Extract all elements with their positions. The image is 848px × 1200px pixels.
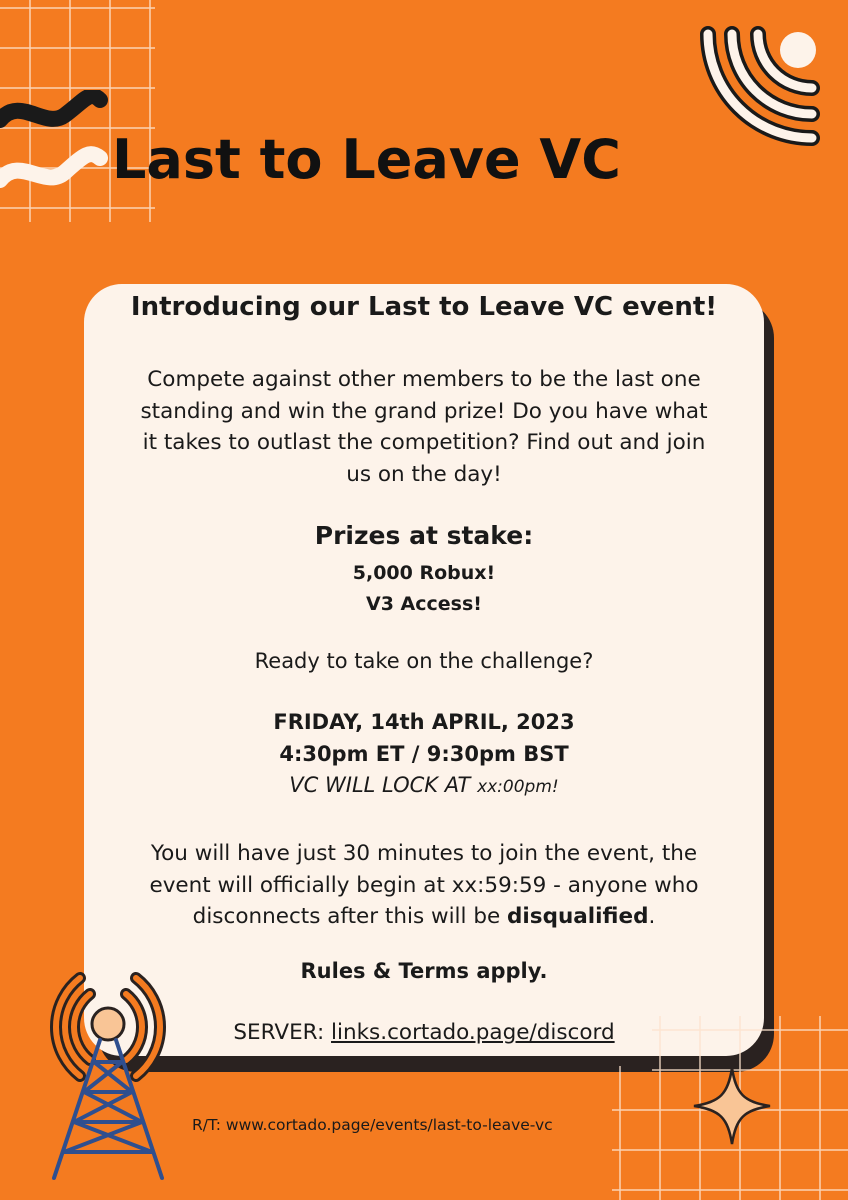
tilde-squiggle-icon bbox=[0, 90, 110, 200]
vc-lock-notice bbox=[84, 773, 764, 797]
description-line: standing and win the grand prize! Do you have what bbox=[140, 398, 708, 424]
event-headline: Last to Leave VC bbox=[112, 128, 621, 191]
ready-text: Ready to take on the challenge? bbox=[254, 649, 594, 673]
join-line-prefix: disconnects after this will be bbox=[192, 904, 508, 929]
server-label: SERVER: bbox=[233, 1020, 332, 1045]
lock-time: xx:00pm! bbox=[477, 777, 559, 797]
event-description bbox=[84, 364, 764, 490]
rules-notice: Rules & Terms apply. bbox=[300, 959, 548, 983]
description-line: Compete against other members to be the last one bbox=[147, 367, 701, 392]
description-line: us on the day! bbox=[346, 461, 502, 487]
server-link[interactable]: links.cortado.page/discord bbox=[331, 1020, 615, 1045]
event-date: FRIDAY, 14th APRIL, 2023 bbox=[273, 710, 575, 734]
sparkle-star-icon bbox=[692, 1066, 772, 1146]
description-line: it takes to outlast the competition? Find out and join bbox=[142, 430, 706, 455]
join-line-suffix: . bbox=[648, 904, 656, 929]
prize-item: V3 Access! bbox=[366, 593, 482, 615]
prize-item: 5,000 Robux! bbox=[352, 562, 496, 584]
event-time: 4:30pm ET / 9:30pm BST bbox=[279, 742, 569, 766]
join-line: event will officially begin at xx:59:59 - anyone who bbox=[149, 872, 699, 898]
join-line: You will have just 30 minutes to join the event, the bbox=[150, 841, 698, 866]
radio-tower-icon bbox=[24, 966, 194, 1182]
lock-prefix: VC WILL LOCK AT bbox=[289, 773, 478, 797]
intro-heading: Introducing our Last to Leave VC event! bbox=[130, 292, 718, 322]
rt-link[interactable]: R/T: www.cortado.page/events/last-to-leave-vc bbox=[192, 1116, 553, 1134]
join-info bbox=[84, 838, 764, 933]
prizes-heading: Prizes at stake: bbox=[314, 521, 534, 550]
join-line bbox=[84, 901, 764, 933]
disqualified-emphasis: disqualified bbox=[507, 904, 649, 929]
